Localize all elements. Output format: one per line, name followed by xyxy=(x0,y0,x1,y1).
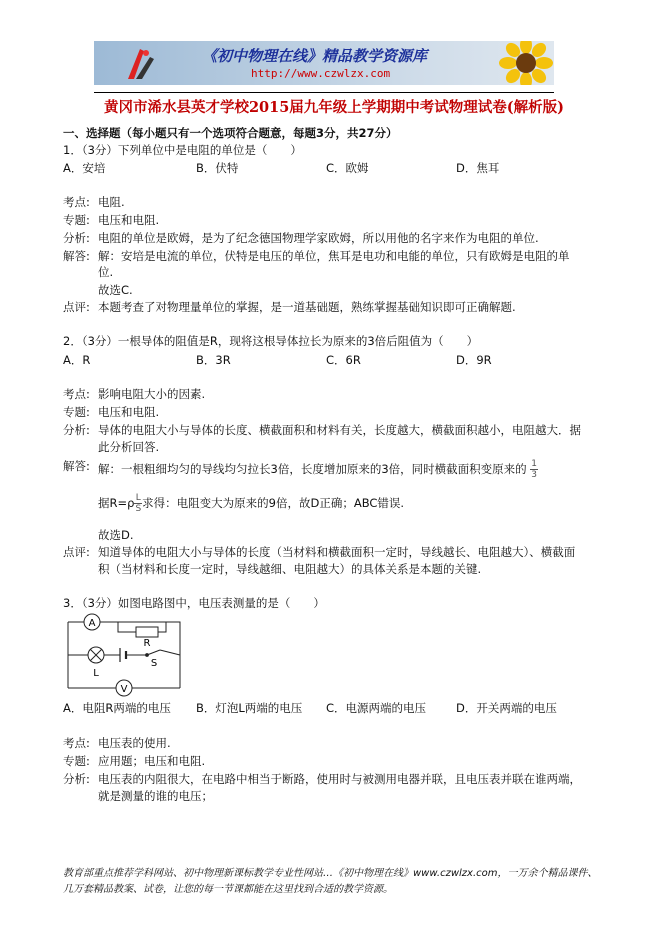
resistor-label: R xyxy=(143,638,151,649)
q2-zhuanti-label: 专题: xyxy=(63,405,90,419)
q1-zhuanti-label: 专题: xyxy=(63,213,90,227)
q2-dianping-line2: 积（当材料和长度一定时，导线越细、电阻越大）的具体关系是本题的关键. xyxy=(98,562,482,576)
q2-option-d: D．9R xyxy=(456,353,492,367)
q3-fenxi-line1: 电压表的内阻很大，在电路中相当于断路，使用时与被测用电器并联，且电压表并联在谁两端， xyxy=(98,772,581,786)
banner-logo-text: 《初中物理在线》精品教学资源库 xyxy=(202,47,428,65)
fraction-l-over-s: $\frac{L}{S}$ xyxy=(135,493,142,514)
sunflower-icon xyxy=(494,41,554,85)
ammeter-icon xyxy=(84,614,100,630)
logo-icon xyxy=(120,43,160,83)
q2-jieda-label: 解答: xyxy=(63,459,90,473)
site-banner xyxy=(94,41,554,85)
q2-fenxi-line2: 此分析回答. xyxy=(98,440,160,454)
q2-jieda-line2-text: 求得：电阻变大为原来的9倍，故D正确；ABC错误. xyxy=(142,496,405,510)
q3-option-b: B．灯泡L两端的电压 xyxy=(196,701,303,715)
q3-kaodian: 电压表的使用. xyxy=(98,736,171,750)
q1-jieda-label: 解答: xyxy=(63,249,90,263)
q1-jieda-line1: 解：安培是电流的单位，伏特是电压的单位，焦耳是电功和电能的单位，只有欧姆是电阻的单 xyxy=(98,249,570,263)
q2-fenxi-label: 分析: xyxy=(63,423,90,437)
q2-option-b: B．3R xyxy=(196,353,231,367)
banner-divider xyxy=(94,92,554,93)
q2-formula-prefix: 据R=ρ xyxy=(98,496,135,510)
q3-zhuanti-label: 专题: xyxy=(63,754,90,768)
switch-icon xyxy=(146,650,160,656)
q1-fenxi: 电阻的单位是欧姆，是为了纪念德国物理学家欧姆，所以用他的名字来作为电阻的单位. xyxy=(98,231,539,245)
q2-zhuanti: 电压和电阻. xyxy=(98,405,160,419)
q1-option-d: D．焦耳 xyxy=(456,161,500,175)
q1-kaodian: 电阻. xyxy=(98,195,125,209)
q2-jieda-line1-text: 解：一根粗细均匀的导线均匀拉长3倍，长度增加原来的3倍，同时横截面积变原来的 xyxy=(98,462,527,476)
q2-jieda-line1 xyxy=(98,459,538,480)
q2-kaodian: 影响电阻大小的因素. xyxy=(98,387,206,401)
q2-dianping-label: 点评: xyxy=(63,545,90,559)
q3-fenxi-label: 分析: xyxy=(63,772,90,786)
q1-dianping-label: 点评: xyxy=(63,300,90,314)
q1-option-c: C．欧姆 xyxy=(326,161,369,175)
q1-zhuanti: 电压和电阻. xyxy=(98,213,160,227)
q2-dianping-line1: 知道导体的电阻大小与导体的长度（当材料和横截面积一定时，导线越长、电阻越大）、横截面 xyxy=(98,545,576,559)
q2-fenxi-line1: 导体的电阻大小与导体的长度、横截面积和材料有关，长度越大，横截面积越小，电阻越大．据 xyxy=(98,423,581,437)
q3-kaodian-label: 考点: xyxy=(63,736,90,750)
q2-option-a: A．R xyxy=(63,353,91,367)
q1-kaodian-label: 考点: xyxy=(63,195,90,209)
svg-text:A: A xyxy=(88,618,96,629)
q2-jieda-line2 xyxy=(98,493,404,514)
q1-answer: 故选C. xyxy=(98,283,133,297)
q2-stem: 2．（3分）一根导体的阻值是R，现将这根导体拉长为原来的3倍后阻值为（ ） xyxy=(63,334,479,348)
q2-answer: 故选D. xyxy=(98,528,134,542)
q1-option-b: B．伏特 xyxy=(196,161,239,175)
svg-text:V: V xyxy=(120,684,128,695)
q1-dianping: 本题考查了对物理量单位的掌握，是一道基础题，熟练掌握基础知识即可正确解题. xyxy=(98,300,516,314)
lamp-label: L xyxy=(93,668,99,679)
q1-jieda-line2: 位. xyxy=(98,265,114,279)
q3-option-d: D．开关两端的电压 xyxy=(456,701,557,715)
q1-stem: 1．（3分）下列单位中是电阻的单位是（ ） xyxy=(63,143,302,157)
q1-option-a: A．安培 xyxy=(63,161,106,175)
footer-line1: 教育部重点推荐学科网站、初中物理新课标教学专业性网站…《初中物理在线》www.czwlzx.com，一万余个精品课件、 xyxy=(63,868,598,879)
fraction-one-third: $\frac{1}{3}$ xyxy=(531,459,538,480)
q2-option-c: C．6R xyxy=(326,353,361,367)
lamp-icon xyxy=(88,647,104,663)
footer-line2: 几万套精品教案、试卷，让您的每一节课都能在这里找到合适的教学资源。 xyxy=(63,884,393,895)
section-heading: 一、选择题（每小题只有一个选项符合题意，每题3分，共27分） xyxy=(63,126,398,140)
q3-option-a: A．电阻R两端的电压 xyxy=(63,701,171,715)
battery-icon xyxy=(120,648,126,662)
banner-url[interactable]: http://www.czwlzx.com xyxy=(251,67,391,80)
voltmeter-icon xyxy=(116,680,132,696)
circuit-diagram xyxy=(60,610,190,698)
q3-option-c: C．电源两端的电压 xyxy=(326,701,427,715)
page-title: 黄冈市浠水县英才学校2015届九年级上学期期中考试物理试卷(解析版) xyxy=(103,99,565,116)
switch-label: S xyxy=(150,658,158,669)
q1-fenxi-label: 分析: xyxy=(63,231,90,245)
q2-kaodian-label: 考点: xyxy=(63,387,90,401)
q3-stem: 3．（3分）如图电路图中，电压表测量的是（ ） xyxy=(63,596,325,610)
q3-fenxi-line2: 就是测量的谁的电压； xyxy=(98,789,213,803)
q3-zhuanti: 应用题；电压和电阻. xyxy=(98,754,206,768)
